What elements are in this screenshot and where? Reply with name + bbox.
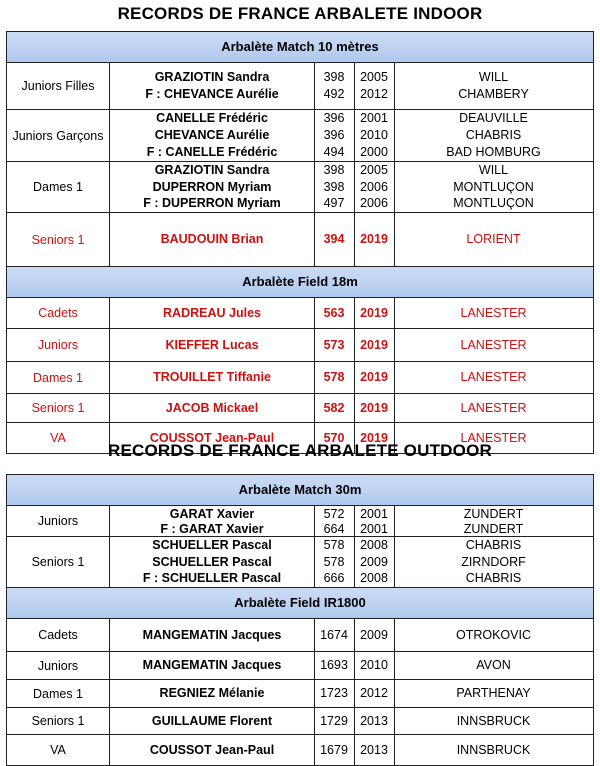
record-lines bbox=[110, 110, 593, 161]
record-row bbox=[110, 69, 593, 86]
record-group bbox=[7, 506, 593, 537]
record-lines bbox=[110, 63, 593, 109]
year: 2008 bbox=[360, 538, 388, 552]
record-lines bbox=[110, 537, 593, 587]
score: 578 bbox=[323, 538, 345, 552]
record-group bbox=[7, 213, 593, 267]
score: 396 bbox=[323, 111, 345, 125]
record-group bbox=[7, 652, 593, 680]
location: DEAUVILLE bbox=[459, 111, 528, 125]
score: 1679 bbox=[320, 742, 348, 757]
year: 2013 bbox=[360, 713, 388, 728]
record-row bbox=[110, 162, 593, 179]
athlete-name: MANGEMATIN Jacques bbox=[142, 658, 282, 672]
record-row bbox=[110, 144, 593, 161]
record-row bbox=[110, 305, 593, 322]
year: 2001 bbox=[360, 111, 388, 125]
score: 578 bbox=[323, 554, 345, 569]
year: 2012 bbox=[360, 87, 388, 101]
record-lines bbox=[110, 394, 593, 422]
category-cell: Dames 1 bbox=[7, 680, 110, 707]
record-lines bbox=[110, 708, 593, 734]
record-group bbox=[7, 329, 593, 362]
year: 2013 bbox=[360, 742, 388, 757]
category-cell: Juniors bbox=[7, 652, 110, 679]
athlete-name: COUSSOT Jean-Paul bbox=[149, 430, 275, 445]
year: 2008 bbox=[360, 571, 388, 586]
category-cell: Seniors 1 bbox=[7, 213, 110, 266]
location: WILL bbox=[478, 163, 509, 177]
location: LANESTER bbox=[460, 400, 527, 415]
category-cell: Dames 1 bbox=[7, 362, 110, 393]
record-lines bbox=[110, 362, 593, 393]
record-group bbox=[7, 362, 593, 394]
record-row bbox=[110, 337, 593, 354]
score: 572 bbox=[323, 507, 345, 521]
record-lines bbox=[110, 735, 593, 765]
section-header: Arbalète Field 18m bbox=[7, 267, 593, 298]
section-header: Arbalète Match 30m bbox=[7, 475, 593, 506]
record-lines bbox=[110, 652, 593, 679]
score: 582 bbox=[323, 400, 345, 415]
category-cell: Juniors Garçons bbox=[7, 110, 110, 161]
athlete-name: JACOB Mickael bbox=[165, 400, 259, 415]
year: 2012 bbox=[360, 686, 388, 700]
year: 2001 bbox=[360, 522, 388, 536]
record-lines bbox=[110, 680, 593, 707]
category-cell: VA bbox=[7, 423, 110, 453]
record-lines bbox=[110, 162, 593, 212]
record-group bbox=[7, 394, 593, 423]
record-row bbox=[110, 627, 593, 644]
section-header: Arbalète Field IR1800 bbox=[7, 588, 593, 619]
location: INNSBRUCK bbox=[456, 713, 531, 728]
score: 563 bbox=[323, 305, 345, 320]
athlete-name: F : SCHUELLER Pascal bbox=[142, 571, 282, 586]
location: CHAMBERY bbox=[458, 87, 529, 101]
year: 2019 bbox=[360, 370, 388, 384]
category-cell: Seniors 1 bbox=[7, 708, 110, 734]
record-lines bbox=[110, 329, 593, 361]
athlete-name: KIEFFER Lucas bbox=[165, 337, 259, 352]
athlete-name: BAUDOUIN Brian bbox=[160, 232, 264, 246]
category-cell: Dames 1 bbox=[7, 162, 110, 212]
year: 2009 bbox=[360, 554, 388, 569]
category-cell: Seniors 1 bbox=[7, 537, 110, 587]
record-row bbox=[110, 742, 593, 759]
year: 2006 bbox=[360, 179, 388, 194]
location: BAD HOMBURG bbox=[446, 145, 541, 159]
score: 573 bbox=[323, 337, 345, 352]
record-row bbox=[110, 521, 593, 536]
location: PARTHENAY bbox=[456, 686, 531, 700]
year: 2019 bbox=[360, 337, 388, 352]
year: 2019 bbox=[360, 400, 388, 415]
location: ZUNDERT bbox=[463, 507, 524, 521]
record-row bbox=[110, 657, 593, 674]
location: LANESTER bbox=[460, 337, 527, 352]
record-group bbox=[7, 298, 593, 329]
athlete-name: F : CANELLE Frédéric bbox=[146, 145, 278, 159]
score: 396 bbox=[323, 128, 345, 142]
record-row bbox=[110, 110, 593, 127]
score: 570 bbox=[323, 430, 345, 445]
record-group bbox=[7, 680, 593, 708]
record-row bbox=[110, 86, 593, 103]
score: 398 bbox=[323, 179, 345, 194]
record-group bbox=[7, 63, 593, 110]
year: 2001 bbox=[360, 507, 388, 521]
category-cell: Cadets bbox=[7, 619, 110, 651]
record-row bbox=[110, 713, 593, 730]
score: 1723 bbox=[320, 686, 348, 700]
athlete-name: SCHUELLER Pascal bbox=[152, 554, 272, 569]
score: 494 bbox=[323, 145, 345, 159]
score: 398 bbox=[323, 70, 345, 84]
location: MONTLUÇON bbox=[453, 179, 534, 194]
athlete-name: CHEVANCE Aurélie bbox=[154, 128, 270, 142]
record-lines bbox=[110, 506, 593, 536]
record-row bbox=[110, 506, 593, 521]
record-row bbox=[110, 537, 593, 554]
score: 492 bbox=[323, 87, 345, 101]
outdoor-table bbox=[6, 474, 594, 766]
record-lines bbox=[110, 298, 593, 328]
record-row bbox=[110, 400, 593, 417]
score: 398 bbox=[323, 163, 345, 177]
record-group bbox=[7, 162, 593, 213]
record-row bbox=[110, 179, 593, 196]
year: 2006 bbox=[360, 196, 388, 211]
record-lines bbox=[110, 619, 593, 651]
athlete-name: CANELLE Frédéric bbox=[156, 111, 268, 125]
record-group bbox=[7, 708, 593, 735]
location: CHABRIS bbox=[465, 128, 522, 142]
athlete-name: DUPERRON Myriam bbox=[152, 179, 272, 194]
score: 497 bbox=[323, 196, 345, 211]
score: 664 bbox=[323, 522, 345, 536]
record-lines bbox=[110, 213, 593, 266]
score: 578 bbox=[323, 370, 345, 384]
location: LANESTER bbox=[460, 305, 527, 320]
record-row bbox=[110, 369, 593, 386]
year: 2005 bbox=[360, 70, 388, 84]
record-row bbox=[110, 570, 593, 587]
athlete-name: COUSSOT Jean-Paul bbox=[149, 742, 275, 757]
athlete-name: MANGEMATIN Jacques bbox=[142, 627, 282, 642]
athlete-name: REGNIEZ Mélanie bbox=[159, 686, 265, 700]
athlete-name: GARAT Xavier bbox=[169, 507, 255, 521]
athlete-name: GUILLAUME Florent bbox=[151, 713, 273, 728]
location: LANESTER bbox=[460, 370, 527, 384]
year: 2005 bbox=[360, 163, 388, 177]
year: 2019 bbox=[360, 305, 388, 320]
score: 666 bbox=[323, 571, 345, 586]
athlete-name: F : GARAT Xavier bbox=[160, 522, 264, 536]
outdoor-title: RECORDS DE FRANCE ARBALETE OUTDOOR bbox=[108, 441, 492, 460]
year: 2010 bbox=[360, 128, 388, 142]
record-row bbox=[110, 685, 593, 702]
athlete-name: F : CHEVANCE Aurélie bbox=[145, 87, 279, 101]
athlete-name: GRAZIOTIN Sandra bbox=[154, 70, 270, 84]
location: INNSBRUCK bbox=[456, 742, 531, 757]
record-row bbox=[110, 554, 593, 571]
location: WILL bbox=[478, 70, 509, 84]
year: 2019 bbox=[360, 430, 388, 445]
location: ZUNDERT bbox=[463, 522, 524, 536]
score: 1693 bbox=[320, 658, 348, 672]
category-cell: Cadets bbox=[7, 298, 110, 328]
category-cell: VA bbox=[7, 735, 110, 765]
indoor-title: RECORDS DE FRANCE ARBALETE INDOOR bbox=[117, 4, 483, 23]
record-row bbox=[110, 195, 593, 212]
location: ZIRNDORF bbox=[461, 554, 526, 569]
athlete-name: RADREAU Jules bbox=[163, 305, 261, 320]
year: 2000 bbox=[360, 145, 388, 159]
category-cell: Juniors Filles bbox=[7, 63, 110, 109]
athlete-name: TROUILLET Tiffanie bbox=[153, 370, 271, 384]
category-cell: Seniors 1 bbox=[7, 394, 110, 422]
indoor-table bbox=[6, 31, 594, 454]
location: LANESTER bbox=[460, 430, 527, 445]
record-group bbox=[7, 735, 593, 765]
record-group bbox=[7, 110, 593, 162]
year: 2019 bbox=[360, 232, 388, 246]
score: 1729 bbox=[320, 713, 348, 728]
record-row bbox=[110, 127, 593, 144]
section-header: Arbalète Match 10 mètres bbox=[7, 32, 593, 63]
score: 1674 bbox=[320, 627, 348, 642]
athlete-name: GRAZIOTIN Sandra bbox=[154, 163, 270, 177]
record-group bbox=[7, 537, 593, 588]
location: LORIENT bbox=[466, 232, 521, 246]
record-row bbox=[110, 231, 593, 248]
category-cell: Juniors bbox=[7, 506, 110, 536]
location: AVON bbox=[476, 658, 511, 672]
location: CHABRIS bbox=[465, 538, 522, 552]
record-group bbox=[7, 619, 593, 652]
athlete-name: SCHUELLER Pascal bbox=[152, 538, 272, 552]
athlete-name: F : DUPERRON Myriam bbox=[143, 196, 281, 211]
location: CHABRIS bbox=[465, 571, 522, 586]
score: 394 bbox=[323, 232, 345, 246]
year: 2010 bbox=[360, 658, 388, 672]
location: OTROKOVIC bbox=[455, 627, 531, 642]
year: 2009 bbox=[360, 627, 388, 642]
location: MONTLUÇON bbox=[453, 196, 534, 211]
category-cell: Juniors bbox=[7, 329, 110, 361]
